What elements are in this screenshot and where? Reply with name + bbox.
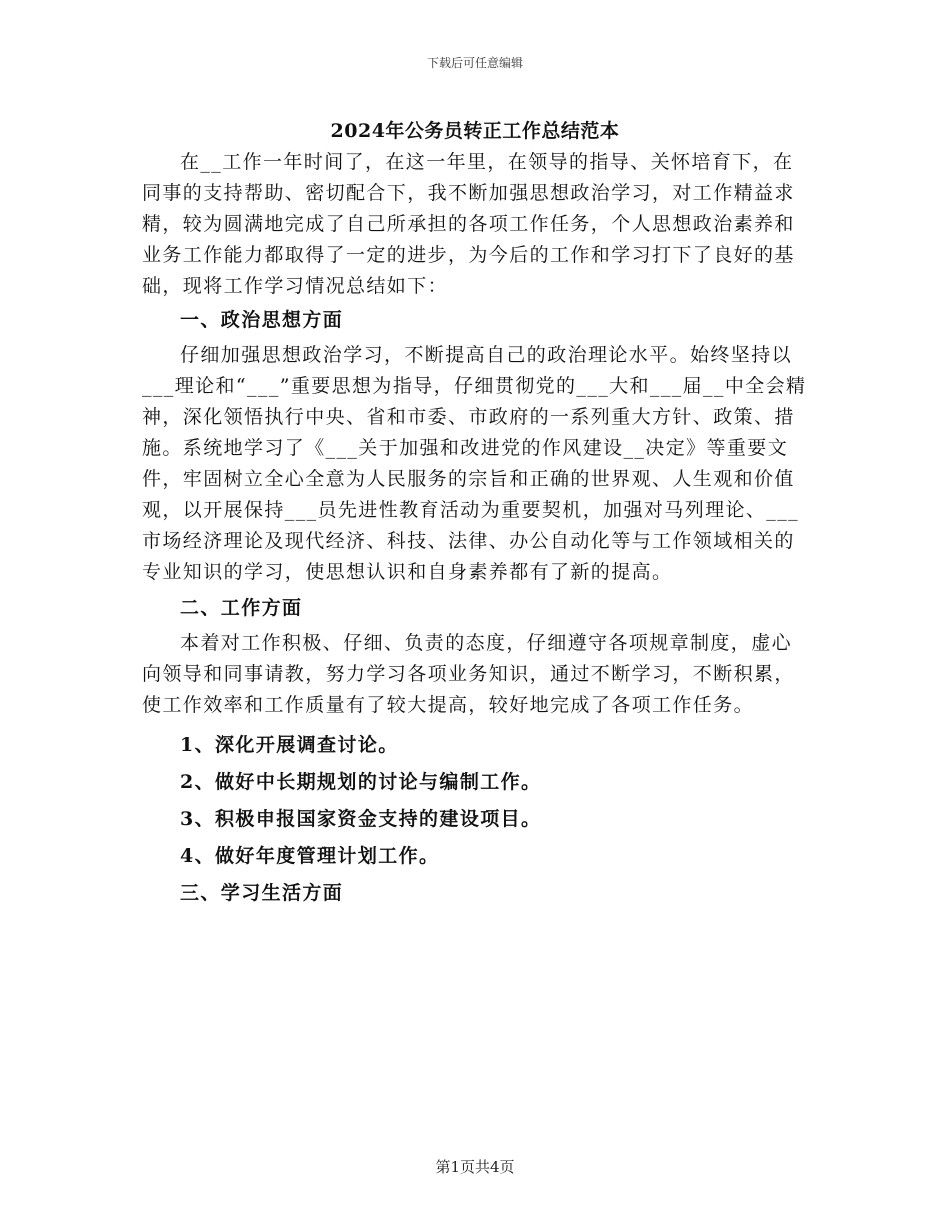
document-title: 2024年公务员转正工作总结范本 (330, 120, 620, 142)
intro-paragraph: 在__工作一年时间了，在这一年里，在领导的指导、关怀培育下，在同事的支持帮助、密切配合下，我不断加强思想政治学习，对工作精益求精，较为圆满地完成了自己所承担的各项工作任务，个人思想政治素养和业务工作能力都取得了一定的进步，为今后的工作和学习打下了良好的基础，现将工作学习情况总结如下： (142, 151, 795, 297)
document-body (142, 147, 812, 912)
list-item: 4、做好年度管理计划工作。 (180, 845, 440, 867)
section-body-work: 本着对工作积极、仔细、负责的态度，仔细遵守各项规章制度，虚心向领导和同事请教，努力学习各项业务知识，通过不断学习，不断积累，使工作效率和工作质量有了较大提高，较好地完成了各项工作任务。 (142, 632, 795, 716)
section-heading-politics: 一、政治思想方面 (180, 309, 344, 331)
page-indicator: 第1页共4页 (435, 1158, 515, 1176)
list-item: 1、深化开展调查讨论。 (180, 734, 399, 756)
section-heading-work: 二、工作方面 (180, 597, 303, 619)
list-item: 2、做好中长期规划的讨论与编制工作。 (180, 771, 542, 793)
section-heading-study: 三、学习生活方面 (180, 882, 344, 904)
list-item: 3、积极申报国家资金支持的建设项目。 (180, 808, 542, 830)
work-task-list (142, 727, 812, 875)
header-note: 下载后可任意编辑 (426, 56, 523, 70)
section-body-politics: 仔细加强思想政治学习，不断提高自己的政治理论水平。始终坚持以___理论和“___”重要思想为指导，仔细贯彻党的___大和___届__中全会精神，深化领悟执行中央、省和市委、市政府的一系列重大方针、政策、措施。系统地学习了《___关于加强和改进党的作风建设__决定》等重要文件，牢固树立全心全意为人民服务的宗旨和正确的世界观、人生观和价值观，以开展保持___员先进性教育活动为重要契机，加强对马列理论、___市场经济理论及现代经济、科技、法律、办公自动化等与工作领域相关的专业知识的学习，使思想认识和自身素养都有了新的提高。 (142, 344, 807, 583)
